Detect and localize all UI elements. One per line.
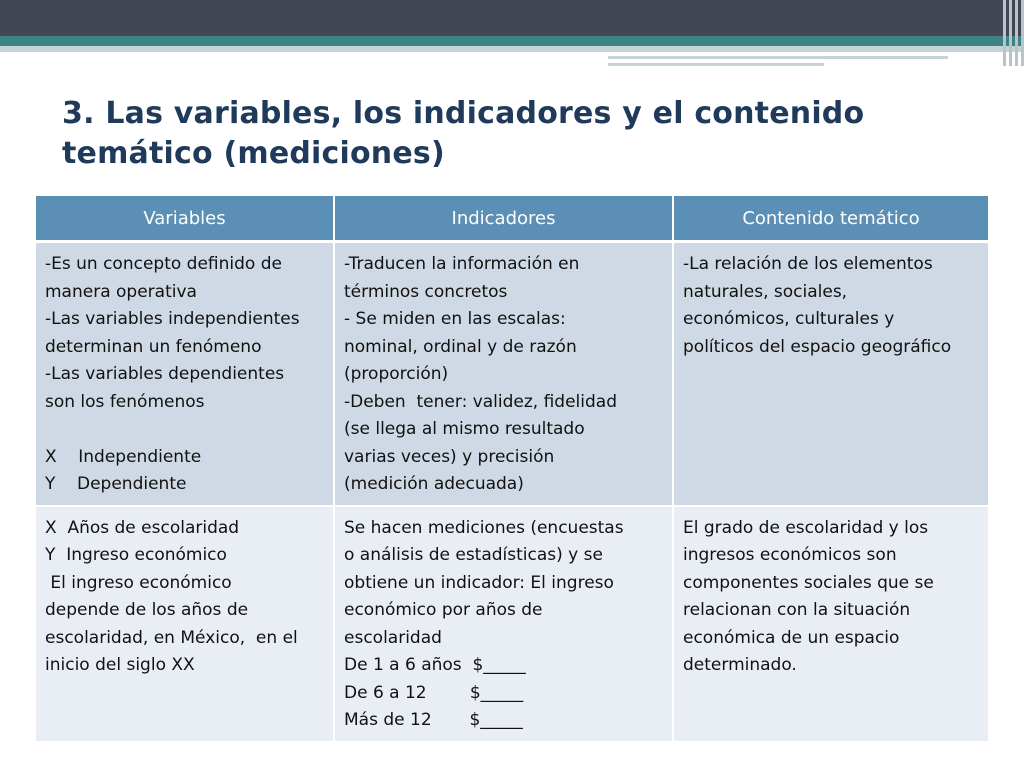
cell-spacer	[45, 416, 323, 444]
header-band-teal	[0, 36, 1024, 46]
cell-line: -Deben tener: validez, fidelidad	[344, 391, 618, 412]
cell-line: o análisis de estadísticas) y se	[344, 545, 603, 565]
slide-title-line: temático (mediciones)	[62, 136, 445, 171]
cell-line: -Las variables independientes	[45, 309, 300, 329]
header-contenido-tematico: Contenido temático	[673, 196, 988, 242]
cell-line: De 6 a 12 $_____	[344, 682, 524, 703]
cell-line: -La relación de los elementos	[683, 254, 933, 274]
cell-line: (proporción)	[344, 364, 449, 384]
cell-line: políticos del espacio geográfico	[683, 336, 952, 357]
header-variables: Variables	[36, 196, 334, 242]
cell-line: (medición adecuada)	[344, 474, 524, 494]
cell-contenido-tematico	[673, 242, 988, 506]
cell-line: -Es un concepto definido de	[45, 254, 282, 274]
cell-line: Y Ingreso económico	[45, 545, 227, 565]
header-band-dark	[0, 0, 1024, 36]
cell-line: ingresos económicos son	[683, 545, 897, 565]
cell-line: X Independiente	[45, 446, 202, 467]
cell-line: económicos, culturales y	[683, 309, 895, 329]
cell-line: X Años de escolaridad	[45, 517, 240, 538]
cell-line: - Se miden en las escalas:	[344, 309, 566, 329]
cell-line: escolaridad	[344, 627, 442, 648]
cell-line: relacionan con la situación	[683, 600, 911, 620]
slide-title	[62, 94, 962, 174]
cell-line: varias veces) y precisión	[344, 446, 555, 467]
cell-line: Más de 12 $_____	[344, 710, 523, 730]
slide-title-line: 3. Las variables, los indicadores y el contenido	[62, 96, 865, 131]
cell-line: Se hacen mediciones (encuestas	[344, 517, 624, 538]
cell-line: términos concretos	[344, 281, 508, 302]
cell-line: escolaridad, en México, en el	[45, 627, 298, 648]
header-accent-line	[608, 56, 948, 59]
cell-line: componentes sociales que se	[683, 572, 934, 593]
cell-variables	[36, 506, 334, 742]
cell-line: son los fenómenos	[45, 391, 205, 412]
header-band-light	[0, 46, 1024, 52]
cell-line: De 1 a 6 años $_____	[344, 655, 526, 675]
cell-contenido-tematico	[673, 506, 988, 742]
cell-line: determinado.	[683, 655, 797, 675]
cell-line: económica de un espacio	[683, 627, 900, 648]
header-accent-line	[608, 63, 824, 66]
cell-line: obtiene un indicador: El ingreso	[344, 572, 614, 593]
cell-line: -Traducen la información en	[344, 254, 580, 274]
cell-line: inicio del siglo XX	[45, 655, 195, 675]
cell-variables	[36, 242, 334, 506]
table-header-row	[36, 196, 988, 242]
table-row	[36, 506, 988, 742]
cell-line: -Las variables dependientes	[45, 364, 285, 384]
cell-line: determinan un fenómeno	[45, 336, 262, 357]
cell-line: (se llega al mismo resultado	[344, 419, 585, 439]
table-row	[36, 242, 988, 506]
cell-line: manera operativa	[45, 281, 197, 302]
cell-line: El grado de escolaridad y los	[683, 517, 929, 538]
content-table	[36, 196, 988, 743]
cell-indicadores	[334, 506, 673, 742]
cell-line: El ingreso económico	[45, 572, 232, 593]
cell-line: depende de los años de	[45, 600, 249, 620]
cell-indicadores	[334, 242, 673, 506]
cell-line: económico por años de	[344, 600, 543, 620]
edge-stripes-decoration	[988, 0, 1024, 66]
cell-line: naturales, sociales,	[683, 281, 848, 302]
header-indicadores: Indicadores	[334, 196, 673, 242]
cell-line: nominal, ordinal y de razón	[344, 336, 577, 357]
cell-line: Y Dependiente	[45, 474, 187, 494]
